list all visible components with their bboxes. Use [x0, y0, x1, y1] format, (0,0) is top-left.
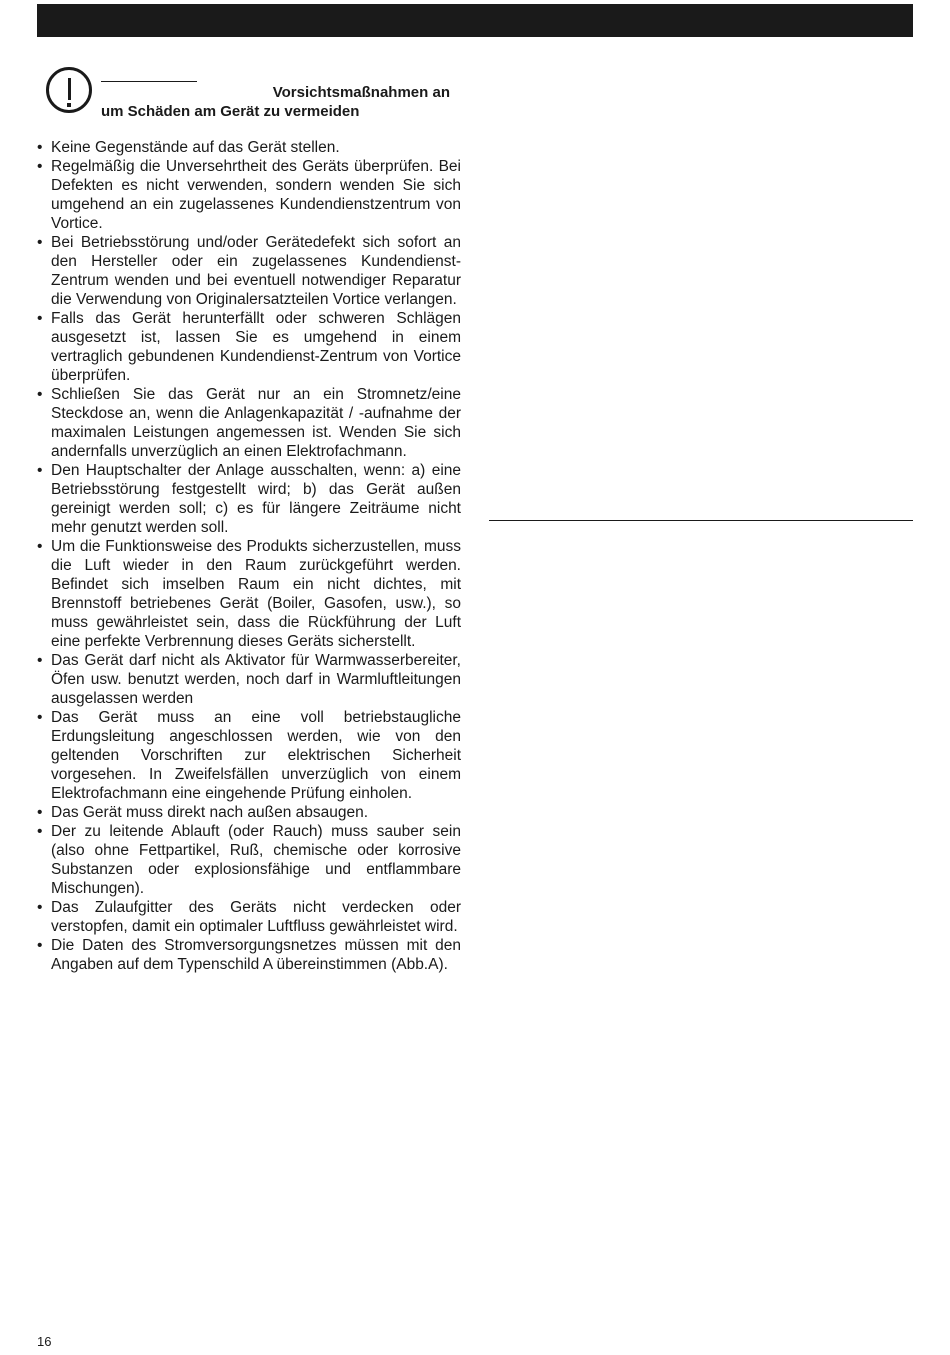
- title-rule: [101, 81, 197, 82]
- bullet: •: [37, 386, 43, 403]
- list-item: [36, 936, 461, 974]
- list-item: [36, 898, 461, 936]
- list-item: [36, 708, 461, 803]
- warning-exclamation-icon: [46, 67, 92, 113]
- list-item: [36, 803, 461, 822]
- list-item-text: Regelmäßig die Unversehrtheit des Geräts überprüfen. Bei Defekten es nicht verwenden, sondern wenden Sie sich umgehend an ein zugelassenes Kundendienstzentrum von Vortice.: [51, 158, 461, 232]
- list-item: [36, 822, 461, 898]
- list-item-text: Das Gerät muss direkt nach außen absaugen.: [51, 804, 369, 821]
- list-item: [36, 233, 461, 309]
- list-item-text: Das Gerät darf nicht als Aktivator für Warmwasserbereiter, Öfen usw. benutzt werden, noch darf in Warmluftleitungen ausgelassen werden: [51, 652, 461, 707]
- list-item-text: Die Daten des Stromversorgungsnetzes müssen mit den Angaben auf dem Typenschild A übereinstimmen (Abb.A).: [51, 937, 461, 973]
- list-item-text: Der zu leitende Ablauft (oder Rauch) muss sauber sein (also ohne Fettpartikel, Ruß, chemische oder korrosive Substanzen oder explosionsfähige und entflammbare Mischungen).: [51, 823, 461, 897]
- list-item-text: Den Hauptschalter der Anlage ausschalten, wenn: a) eine Betriebsstörung festgestellt wird; b) das Gerät außen gereinigt werden soll; c) es für längere Zeiträume nicht mehr genutzt werden soll.: [51, 462, 461, 536]
- bullet: •: [37, 823, 43, 840]
- list-item-text: Keine Gegenstände auf das Gerät stellen.: [51, 139, 340, 156]
- list-item: [36, 138, 461, 157]
- header-bar: [37, 4, 913, 37]
- bullet: •: [37, 234, 43, 251]
- bullet: •: [37, 462, 43, 479]
- precautions-list: [36, 138, 461, 974]
- bullet: •: [37, 709, 43, 726]
- bullet: •: [37, 158, 43, 175]
- list-item-text: Das Zulaufgitter des Geräts nicht verdecken oder verstopfen, damit ein optimaler Luftfluss gewährleistet wird.: [51, 899, 461, 935]
- list-item: [36, 537, 461, 651]
- list-item: [36, 309, 461, 385]
- page-number: 16: [37, 1334, 52, 1349]
- list-item: [36, 385, 461, 461]
- right-column-rule: [489, 520, 913, 521]
- list-item-text: Das Gerät muss an eine voll betriebstaugliche Erdungsleitung angeschlossen werden, wie von den geltenden Vorschriften zur elektrischen Sicherheit vorgesehen. In Zweifelsfällen unverzüglich von einem Elektrofachmann eine eingehende Prüfung einholen.: [51, 709, 461, 802]
- bullet: •: [37, 937, 43, 954]
- bullet: •: [37, 652, 43, 669]
- bullet: •: [37, 899, 43, 916]
- list-item: [36, 157, 461, 233]
- list-item: [36, 461, 461, 537]
- bullet: •: [37, 310, 43, 327]
- bullet: •: [37, 538, 43, 555]
- list-item-text: Schließen Sie das Gerät nur an ein Stromnetz/eine Steckdose an, wenn die Anlagenkapazität / -aufnahme der maximalen Leistungen angemessen ist. Wenden Sie sich andernfalls unverzüglich an einen Elektrofachmann.: [51, 386, 461, 460]
- section-title-line1: Vorsichtsmaßnahmen an: [272, 84, 450, 101]
- bullet: •: [37, 139, 43, 156]
- bullet: •: [37, 804, 43, 821]
- section-title-line2: um Schäden am Gerät zu vermeiden: [101, 103, 360, 120]
- list-item-text: Falls das Gerät herunterfällt oder schweren Schlägen ausgesetzt ist, lassen Sie es umgehend in einem vertraglich gebundenen Kundendienst-Zentrum von Vortice überprüfen.: [51, 310, 461, 384]
- list-item: [36, 651, 461, 708]
- list-item-text: Um die Funktionsweise des Produkts sicherzustellen, muss die Luft wieder in den Raum zurückgeführt werden. Befindet sich imselben Raum ein nicht dichtes, mit Brennstoff betriebenes Gerät (Boiler, Gasofen, usw.), so muss gewährleistet sein, dass die Rückführung der Luft eine perfekte Verbrennung dieses Geräts sicherstellt.: [51, 538, 461, 650]
- list-item-text: Bei Betriebsstörung und/oder Gerätedefekt sich sofort an den Hersteller oder ein zugelassenes Kundendienst-Zentrum wenden und bei eventuell notwendiger Reparatur die Verwendung von Originalersatzteilen Vortice verlangen.: [51, 234, 461, 308]
